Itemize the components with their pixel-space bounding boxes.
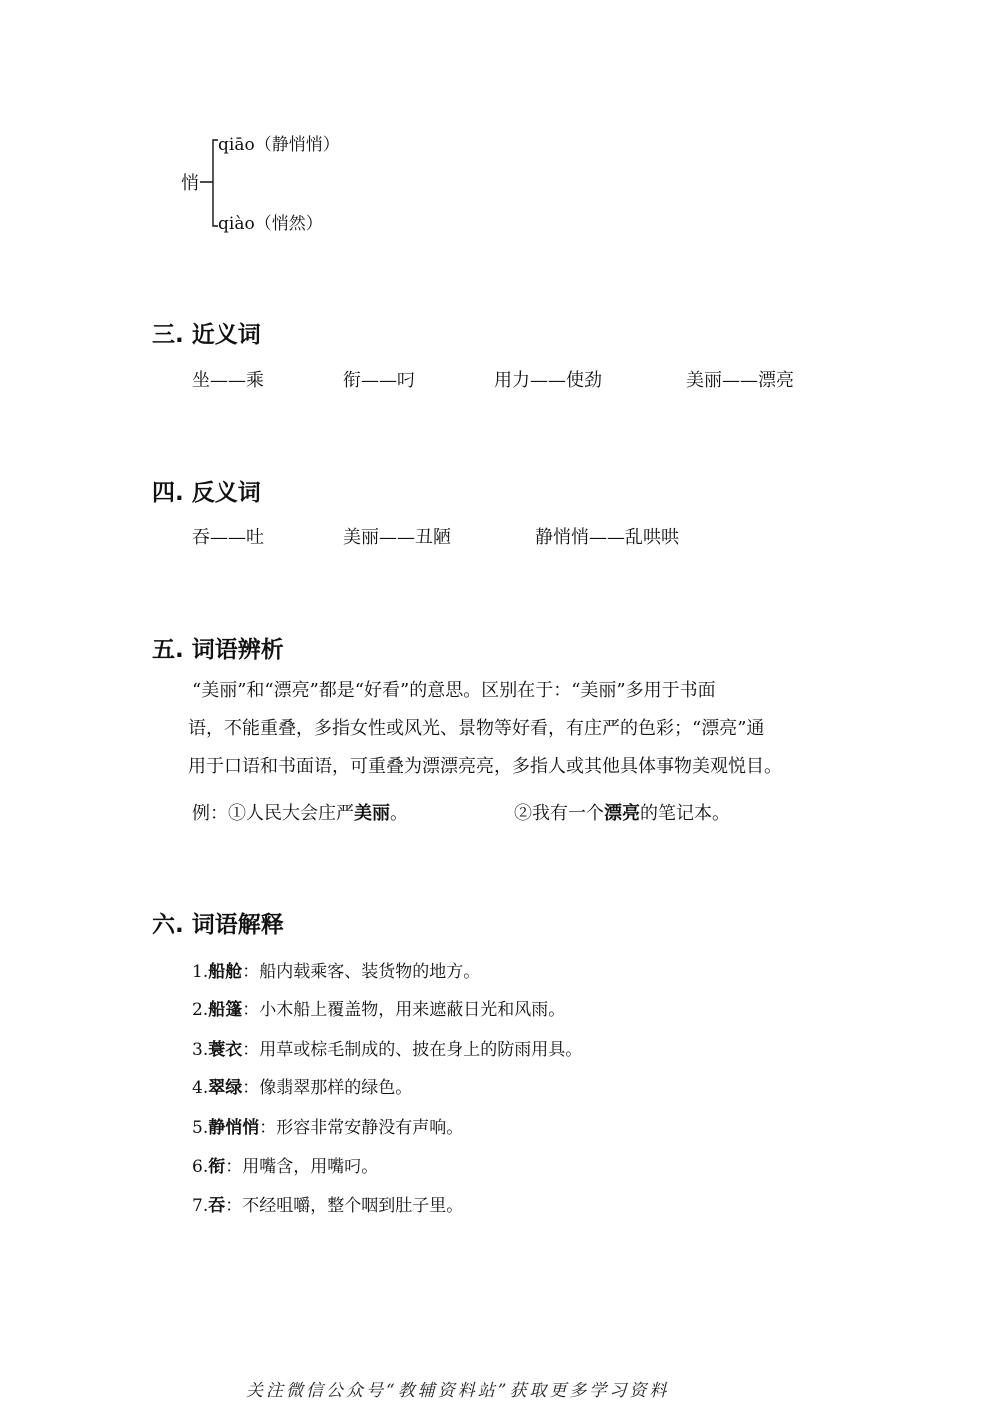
section-analysis-title: 五. 词语辨析 [152, 637, 284, 663]
antonym-pair: 吞——吐 [192, 527, 264, 548]
example-text: 例：①人民大会庄严 [192, 803, 354, 824]
section-synonyms-title: 三. 近义词 [152, 322, 261, 348]
analysis-paragraph [188, 672, 858, 786]
definition-text: ：用草或棕毛制成的、披在身上的防雨用具。 [242, 1040, 583, 1060]
definition-number: 3. [192, 1040, 209, 1060]
definition-item [192, 1113, 463, 1138]
example-1 [192, 799, 408, 825]
analysis-line: “美丽”和“漂亮”都是“好看”的意思。区别在于：“美丽”多用于书面 [192, 680, 716, 701]
definition-term: 静悄悄 [208, 1118, 260, 1138]
definition-text: ：小木船上覆盖物，用来遮蔽日光和风雨。 [242, 1000, 566, 1020]
antonym-pair: 美丽——丑陋 [343, 527, 451, 548]
analysis-line: 语，不能重叠，多指女性或风光、景物等好看，有庄严的色彩；“漂亮”通 [188, 718, 765, 739]
definition-number: 5. [192, 1118, 209, 1138]
definition-term: 蓑衣 [208, 1040, 243, 1060]
polyphone-char: 悄 [181, 173, 199, 194]
definition-text: ：用嘴含，用嘴叼。 [225, 1157, 379, 1177]
example-keyword: 漂亮 [604, 803, 640, 824]
definition-term: 翠绿 [208, 1078, 243, 1098]
definition-number: 2. [192, 1000, 209, 1020]
antonym-pair: 静悄悄——乱哄哄 [535, 527, 679, 548]
section-antonyms-title: 四. 反义词 [152, 480, 261, 506]
definition-term: 船篷 [208, 1000, 243, 1020]
definition-text: ：不经咀嚼，整个咽到肚子里。 [225, 1196, 464, 1216]
definition-text: ：形容非常安静没有声响。 [259, 1118, 464, 1138]
definition-term: 吞 [208, 1196, 226, 1216]
definition-text: ：像翡翠那样的绿色。 [242, 1078, 413, 1098]
definition-item [192, 1035, 582, 1060]
definition-number: 6. [192, 1157, 209, 1177]
definition-item [192, 1152, 378, 1177]
example-text: ②我有一个 [514, 803, 604, 824]
brace-icon [198, 138, 220, 230]
definition-number: 1. [192, 962, 209, 982]
definition-number: 4. [192, 1078, 209, 1098]
example-text: 的笔记本。 [640, 803, 730, 824]
definition-item [192, 957, 480, 982]
synonym-pair: 美丽——漂亮 [686, 370, 794, 391]
definition-text: ：船内载乘客、装货物的地方。 [242, 962, 481, 982]
definition-term: 船舱 [208, 962, 243, 982]
example-text: 。 [390, 803, 408, 824]
synonym-pair: 坐——乘 [192, 370, 264, 391]
example-keyword: 美丽 [354, 803, 390, 824]
definition-item [192, 1073, 412, 1098]
synonym-pair: 衔——叼 [343, 370, 415, 391]
analysis-line: 用于口语和书面语，可重叠为漂漂亮亮，多指人或其他具体事物美观悦目。 [188, 756, 782, 777]
synonym-pair: 用力——使劲 [494, 370, 602, 391]
footer-note: 关注微信公众号“教辅资料站”获取更多学习资料 [246, 1381, 670, 1401]
example-2 [514, 799, 730, 825]
pinyin-reading-2: qiào（悄然） [218, 214, 323, 234]
definition-term: 衔 [208, 1157, 226, 1177]
section-definitions-title: 六. 词语解释 [152, 912, 284, 938]
definition-item [192, 995, 565, 1020]
definition-number: 7. [192, 1196, 209, 1216]
pinyin-reading-1: qiāo（静悄悄） [218, 135, 340, 155]
definition-item [192, 1191, 463, 1216]
